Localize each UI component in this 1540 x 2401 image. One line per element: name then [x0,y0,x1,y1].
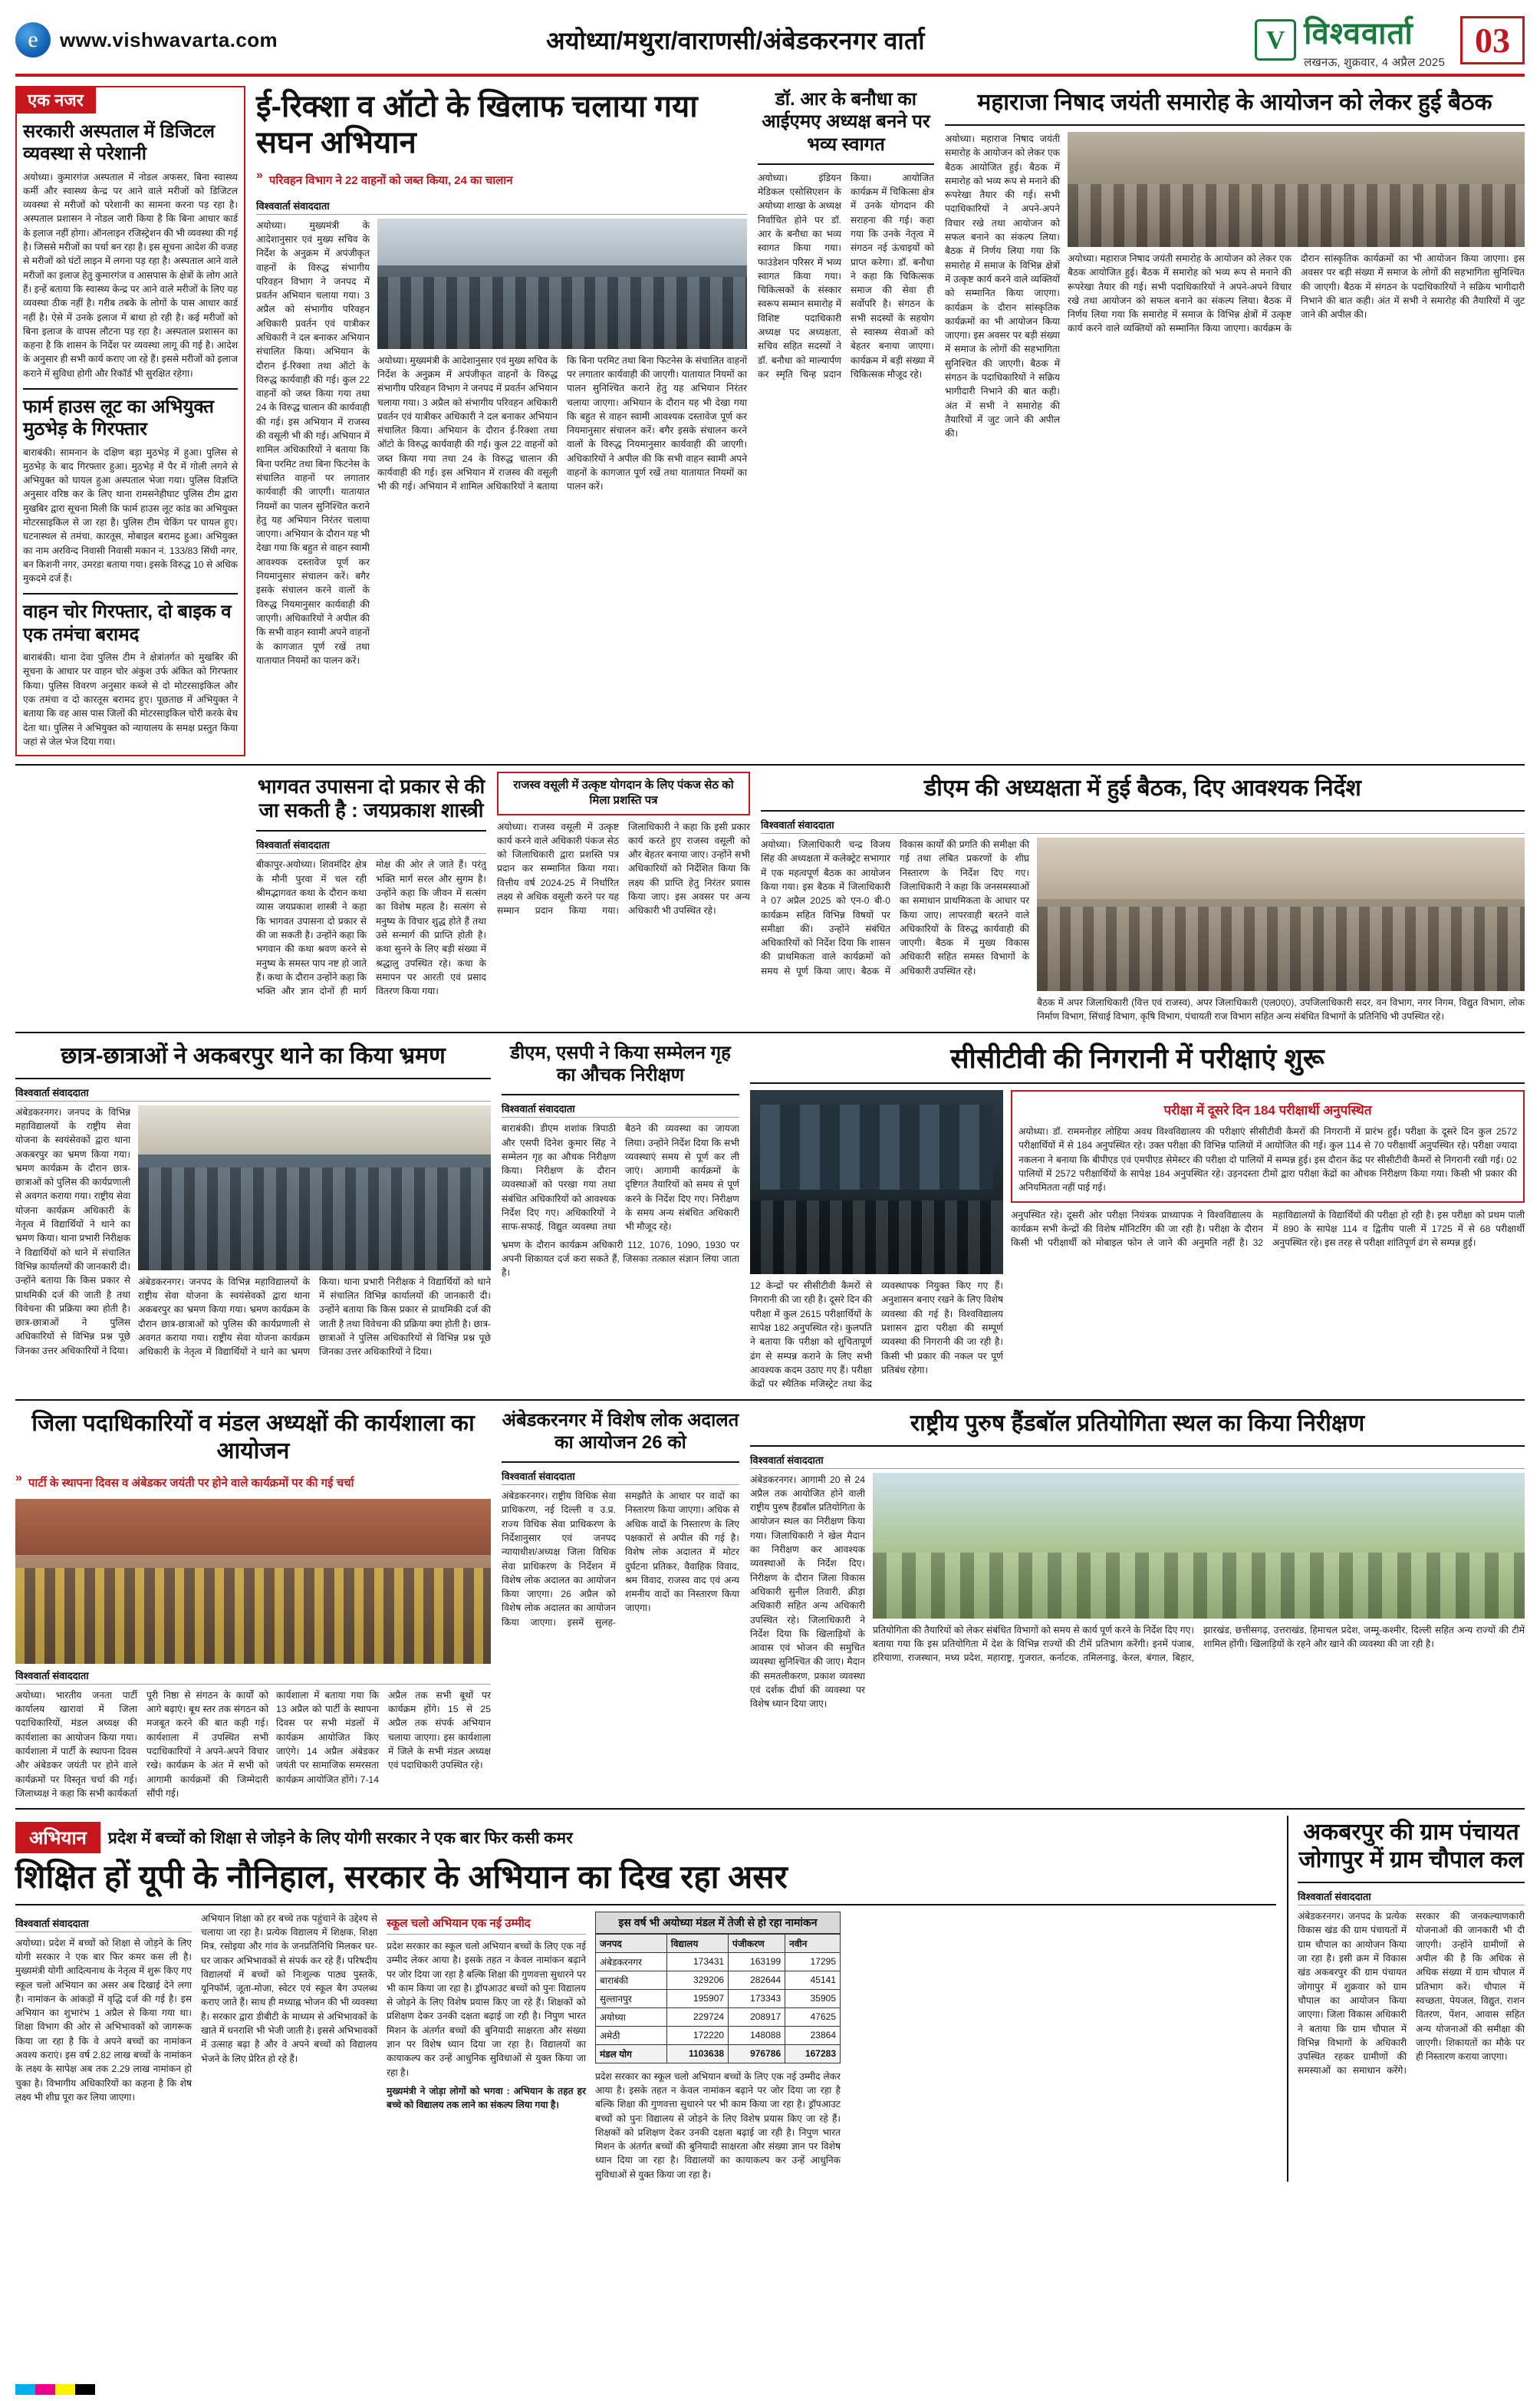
abhiyan-body-2: अभियान शिक्षा को हर बच्चे तक पहुंचाने के उद्देश्य से चलाया जा रहा है। प्रत्येक विद्यालय में शिक्षक, शिक्षा मित्र, रसोइया और गांव के जनप्रतिनिधि मिलकर घर-घर जाकर अभिभावकों से संपर्क कर रहे हैं। परिषदीय विद्यालयों में बच्चों को निःशुल्क पाठ्य पुस्तकें, यूनिफॉर्म, जूता-मोजा, स्वेटर एवं स्कूल बैग उपलब्ध कराए जाते हैं। साथ ही मध्याह्न भोजन की भी व्यवस्था है। सरकार द्वारा डीबीटी के माध्यम से अभिभावकों के खाते में धनराशि भी भेजी जाती है। इससे अभिभावकों में उत्साह बढ़ा है और वे अपने बच्चों को विद्यालय भेजने के लिए प्रेरित हो रहे हैं। [201,1912,377,2064]
ek-nazar-item-0-headline: सरकारी अस्पताल में डिजिटल व्यवस्था से परेशानी [23,121,215,165]
cell-registered: 148088 [729,2026,785,2044]
ek-nazar-item-0-body: अयोध्या। कुमारगंज अस्पताल में नोडल अफसर, बिना स्वास्थ्य कर्मी और स्वास्थ्य केन्द्र पर आने वाले मरीजों को डिजिटल व्यवस्था से मरीजों को परेशानी का सामना करना पड़ रहा है। अस्पताल प्रशासन ने नोडल जारी किया है कि बिना आधार कार्ड के इलाज नहीं होगा। ऑनलाइन रजिस्ट्रेशन की भी व्यवस्था की गई है। जिससे मरीजों का पर्चा बन रहा है। इस सूचना आदेश की वजह से मरीजों को घंटों लाइन में लगना पड़ रहा है। अस्पताल आने वाले मरीजों का इलाज हेतु कुमारगंज व आसपास के क्षेत्रों के लोग आते हैं। इन्हें बताया कि स्वास्थ्य केन्द्र पर आने वाले मरीजों के लिए यह व्यवस्था ठीक नहीं है। गरीब तबके के लोगों के पास आधार कार्ड नहीं है। ऐसे में उनके इलाज में बाधा हो रही है। कई मरीजों को बिना इलाज के वापस लौटना पड़ रहा है। अस्पताल प्रशासन का कहना है कि शासन के निर्देश पर व्यवस्था लागू की गई है। आदेश के अनुसार ही सभी कार्य कराए जा रहे हैं। इससे मरीजों को इलाज कराने में सुविधा होगी और रिकॉर्ड भी सुरक्षित रहेगा। [23,171,238,379]
col-new: नवीन [785,1934,841,1952]
rajasva-story [497,772,750,1024]
lead-kicker: परिवहन विभाग ने 22 वाहनों को जब्त किया, 24 का चालान [268,174,513,188]
cell-total-new: 167283 [785,2044,841,2063]
bottom-band [15,1816,1525,2182]
section-divider [15,764,1525,766]
masthead [15,11,1525,77]
dm-sp-extra: भ्रमण के दौरान कार्यक्रम अधिकारी 112, 1076, 1090, 1930 पर अपनी शिकायत दर्ज करा सकते हैं, जिसका तत्काल संज्ञान लिया जाता है। [502,1239,739,1279]
edition-title: अयोध्या/मथुरा/वाराणसी/अंबेडकरनगर वार्ता [546,26,925,54]
maharaja-headline: महाराजा निषाद जयंती समारोह के आयोजन को लेकर हुई बैठक [977,90,1492,115]
page-number: 03 [1460,16,1525,64]
lead-byline: विश्ववार्ता संवाददाता [256,199,747,215]
bhagwat-headline: भागवत उपासना दो प्रकार से की जा सकती है : जयप्रकाश शास्त्री [257,775,485,822]
cell-total-label: मंडल योग [596,2044,667,2063]
table-total-row [596,2044,841,2063]
cell-registered: 282644 [729,1971,785,1989]
abhiyan-subhead: स्कूल चलो अभियान एक नई उम्मीद [387,1916,586,1935]
lead-body-col2: अयोध्या। मुख्यमंत्री के आदेशानुसार एवं मुख्य सचिव के निर्देश के अनुक्रम में अपंजीकृत वाहनों के विरुद्ध संभागीय परिवहन विभाग ने जनपद में प्रवर्तन अभियान चलाया गया। 3 अप्रैल को संभागीय परिवहन अधिकारी प्रवर्तन एवं यात्रीकर अधिकारी ने दल बनाकर अभियान संचालित किया। अभियान के दौरान ई-रिक्शा तथा ऑटो के विरुद्ध कार्यवाही की गई। कुल 22 वाहनों को जब्त किया गया तथा 24 के विरुद्ध चालान की कार्यवाही की गई। इस अभियान में राजस्व की वसूली भी की गई। अभियान में शामिल अधिकारियों ने बताया कि बिना परमिट तथा बिना फिटनेस के संचालित वाहनों पर लगातार कार्यवाही की जाएगी। यातायात नियमों का पालन सुनिश्चित कराने हेतु यह अभियान निरंतर चलाया जाएगा। अभियान के दौरान यह भी देखा गया कि बहुत से वाहन स्वामी आवश्यक दस्तावेज पूर्ण कर नियमानुसार संचालन करें। बगैर इसके संचालन करने वालों के विरुद्ध नियमानुसार कार्यवाही की जाएगी। अधिकारियों ने अपील की कि सभी वाहन स्वामी अपने वाहनों के कागजात पूर्ण रखें तथा यातायात नियमों का पालन करें। [377,354,747,492]
lok-adalat-story [502,1407,739,1801]
chhatra-body: अंबेडकरनगर। जनपद के विभिन्न महाविद्यालयों के राष्ट्रीय सेवा योजना के स्वयंसेवकों द्वारा थाना अकबरपुर का भ्रमण किया गया। भ्रमण कार्यक्रम के दौरान छात्र-छात्राओं को पुलिस की कार्यप्रणाली से अवगत कराया गया। राष्ट्रीय सेवा योजना कार्यक्रम अधिकारी के नेतृत्व में विद्यार्थियों ने थाने का भ्रमण किया। थाना प्रभारी निरीक्षक ने विद्यार्थियों को थाने में संचालित विभिन्न कार्यालयों की जानकारी दी। उन्होंने बताया कि किस प्रकार से प्राथमिकी दर्ज की जाती है तथा विवेचना की प्रक्रिया क्या होती है। छात्र-छात्राओं ने पुलिस अधिकारियों से विभिन्न प्रश्न पूछे जिनका उत्तर अधिकारियों ने दिया। [15,1106,130,1356]
cell-new: 23864 [785,2026,841,2044]
dr-banaudha-story [758,86,934,756]
cctv-kicker: परीक्षा में दूसरे दिन 184 परीक्षार्थी अनुपस्थित [1163,1103,1372,1118]
abhiyan-table-note: प्रदेश सरकार का स्कूल चलो अभियान बच्चों के लिए एक नई उम्मीद लेकर आया है। इसके तहत न केवल नामांकन बढ़ाने पर जोर दिया जा रहा है बल्कि शिक्षा की गुणवत्ता सुधारने पर भी काम किया जा रहा है। ड्रॉपआउट बच्चों को पुनः विद्यालय से जोड़ने के लिए विशेष प्रयास किए जा रहे हैं। शिक्षकों को प्रशिक्षण देकर उनकी दक्षता बढ़ाई जा रही है। निपुण भारत मिशन के अंतर्गत बच्चों की बुनियादी साक्षरता और संख्या ज्ञान पर विशेष ध्यान दिया जा रहा है। विद्यालयों का कायाकल्प कर उन्हें आधुनिक सुविधाओं से युक्त किया जा रहा है। [595,2070,841,2180]
cctv-body: 12 केन्द्रों पर सीसीटीवी कैमरों से निगरानी की जा रही है। दूसरे दिन की परीक्षा में कुल 2615 परीक्षार्थियों के सापेक्ष 182 अनुपस्थित रहे। कुलपति ने बताया कि परीक्षा को शुचितापूर्ण ढंग से सम्पन्न कराने के लिए सभी आवश्यक कदम उठाए गए हैं। परीक्षा केंद्रों पर स्थैतिक मजिस्ट्रेट तथा केंद्र व्यवस्थापक नियुक्त किए गए हैं। अनुशासन बनाए रखने के लिए विशेष व्यवस्था की गई है। विश्वविद्यालय प्रशासन द्वारा परीक्षा की सम्पूर्ण व्यवस्था की निगरानी की जा रही है। किसी भी प्रकार की नकल पर पूर्ण प्रतिबंध रहेगा। [750,1280,1003,1390]
jila-body-2: कार्यशाला में बताया गया कि 13 अप्रैल को पार्टी के स्थापना दिवस पर सभी मंडलों में कार्यक्रम आयोजित किए जाएंगे। 14 अप्रैल अंबेडकर जयंती पर सामाजिक समरसता कार्यक्रम आयोजित होंगे। 7-14 अप्रैल तक सभी बूथों पर कार्यक्रम होंगे। 15 से 25 अप्रैल तक संपर्क अभियान चलाया जाएगा। इस कार्यशाला में जिले के सभी मंडल अध्यक्ष एवं पदाधिकारी उपस्थित रहे। [276,1689,491,1785]
maharaja-nishad-story [945,86,1525,756]
enrollment-table [595,1934,841,2063]
section-divider [15,1399,1525,1401]
cell-total-schools: 1103638 [666,2044,728,2063]
meeting-photo [1068,132,1525,247]
abhiyan-body-3: प्रदेश सरकार का स्कूल चलो अभियान बच्चों के लिए एक नई उम्मीद लेकर आया है। इसके तहत न केवल नामांकन बढ़ाने पर जोर दिया जा रहा है बल्कि शिक्षा की गुणवत्ता सुधारने पर भी काम किया जा रहा है। ड्रॉपआउट बच्चों को पुनः विद्यालय से जोड़ने के लिए विशेष प्रयास किए जा रहे हैं। शिक्षकों को प्रशिक्षण देकर उनकी दक्षता बढ़ाई जा रही है। निपुण भारत मिशन के अंतर्गत बच्चों की बुनियादी साक्षरता और संख्या ज्ञान पर विशेष ध्यान दिया जा रहा है। विद्यालयों का कायाकल्प कर उन्हें आधुनिक सुविधाओं से युक्त किया जा रहा है। [387,1940,586,2078]
lead-headline: ई-रिक्शा व ऑटो के खिलाफ चलाया गया सघन अभियान [256,90,698,160]
spacer-left [15,772,245,1024]
jila-kicker: पार्टी के स्थापना दिवस व अंबेडकर जयंती पर होने वाले कार्यक्रमों पर की गई चर्चा [28,1476,354,1490]
divider [23,593,238,594]
abhiyan-story [15,1816,1276,2182]
bhagwat-story [256,772,486,1024]
bhagwat-body: बीकापुर-अयोध्या। शिवमंदिर क्षेत्र के मौनी पुरवा में चल रही श्रीमद्भागवत कथा के दौरान कथा व्यास जयप्रकाश शास्त्री ने कहा कि भागवत उपासना दो प्रकार से की जा सकती है। उन्होंने कहा कि भगवान की कथा श्रवण करने से मनुष्य के समस्त पाप नष्ट हो जाते हैं। कथा के दौरान उन्होंने कहा कि भक्ति और ज्ञान दोनों ही मार्ग मोक्ष की ओर ले जाते हैं। परंतु भक्ति मार्ग सरल और सुगम है। उन्होंने कहा कि जीवन में सत्संग का विशेष महत्व है। सत्संग से मनुष्य के विचार शुद्ध होते हैं तथा उसे सन्मार्ग की प्राप्ति होती है। कथा सुनने के लिए बड़ी संख्या में श्रद्धालु उपस्थित रहे। कथा के समापन पर आरती एवं प्रसाद वितरण किया गया। [256,859,486,997]
col-schools: विद्यालय [666,1934,728,1952]
lead-story [256,86,747,756]
cctv-highlight-body: अयोध्या। डॉ. राममनोहर लोहिया अवध विश्वविद्यालय की परीक्षाएं सीसीटीवी कैमरों की निगरानी में प्रारंभ हुईं। परीक्षा के दूसरे दिन कुल 2572 परीक्षार्थियों में से 184 अनुपस्थित रहे। उक्त परीक्षा की विभिन्न पालियों में आयोजित की गई। कुल 114 से 70 परीक्षार्थी अनुपस्थित रहे। परीक्षा ज्यादा नकलना ने बनाया कि बीपीएड एवं एमपीएड सेमेस्टर की परीक्षा दो पालियों में सम्पन्न हुई। इस दौरान केंद्र पर सीसीटीवी कैमरों से निगरानी रखी गई। 02 पालियों में 2572 परीक्षार्थियों के सापेक्ष 184 अनुपस्थित रहे। उड़नदस्ता टीमों द्वारा परीक्षा केंद्रों का औचक निरीक्षण किया गया। किसी भी प्रकार की अनियमितता नहीं पाई गई। [1018,1126,1517,1194]
cell-schools: 229724 [666,2007,728,2026]
cell-registered: 208917 [729,2007,785,2026]
website-url[interactable]: www.vishwavarta.com [60,28,278,51]
dm-meeting-photo [1037,838,1525,991]
rajasva-body: अयोध्या। राजस्व वसूली में उत्कृष्ट कार्य करने वाले अधिकारी पंकज सेठ को जिलाधिकारी द्वारा प्रशस्ति पत्र प्रदान कर सम्मानित किया गया। वित्तीय वर्ष 2024-25 में निर्धारित लक्ष्य से अधिक वसूली करने पर यह सम्मान प्रदान किया गया। जिलाधिकारी ने कहा कि इसी प्रकार कार्य करते हुए राजस्व वसूली को और बेहतर बनाया जाए। उन्होंने सभी अधिकारियों को निर्देशित किया कि लक्ष्य की प्राप्ति हेतु निरंतर प्रयास किया जाए। इस अवसर पर अन्य अधिकारी भी उपस्थित रहे। [497,821,750,917]
bhagwat-byline: विश्ववार्ता संवाददाता [256,838,486,854]
masthead-right [1126,11,1525,70]
table-row [596,1952,841,1971]
cctv-story [750,1039,1525,1392]
chhatra-story [15,1039,491,1392]
abhiyan-headline: शिक्षित हों यूपी के नौनिहाल, सरकार के अभियान का दिख रहा असर [15,1859,788,1895]
ek-nazar-item-1-body: बाराबंकी। सामनान के दक्षिण बड़ा मुठभेड़ में हुआ। पुलिस से मुठभेड़ के बाद गिरफ्तार हुआ। मुठभेड़ में पैर में गोली लगने से अभियुक्त को घायल हुआ अस्पताल भेजा गया। पुलिस विज्ञप्ति अनुसार वरिष्ठ कर के लिए थाना रामसनेहीघाट पुलिस टीम द्वारा मुखबिर द्वारा सूचना मिली कि फार्म हाउस लूट कांड का अभियुक्त मोटरसाइकिल से जा रहा है। पुलिस टीम चेकिंग पर घायल हुए। घटनास्थल से तमंचा, कारतूस, मोबाइल बरामद हुआ। अभियुक्त का नाम अरविन्द निवासी निवासी मकान नं. 133/83 सिंधी नगर, बन किशनी नगर, उमरडा बताया गया। इसके विरुद्ध 10 से अधिक मुकदमे दर्ज हैं। [23,446,238,585]
ek-nazar-box [15,86,245,756]
handball-byline: विश्ववार्ता संवाददाता [750,1453,1525,1469]
cell-district: सुल्तानपुर [596,1989,667,2007]
handball-body-2: प्रतियोगिता की तैयारियों को लेकर संबंधित विभागों को समय से कार्य पूर्ण करने के निर्देश दिए गए। बताया गया कि इस प्रतियोगिता में देश के विभिन्न राज्यों की टीमें प्रतिभाग करेंगी। इनमें पंजाब, हरियाणा, राजस्थान, मध्य प्रदेश, महाराष्ट्र, गुजरात, कर्नाटक, तमिलनाडु, केरल, बंगाल, बिहार, झारखंड, छत्तीसगढ़, उत्तराखंड, हिमाचल प्रदेश, जम्मू-कश्मीर, दिल्ली सहित अन्य राज्यों की टीमें शामिल होंगी। खिलाड़ियों के रहने और खाने की व्यवस्था की जा रही है। [873,1624,1525,1664]
section-divider [15,1808,1525,1810]
cctv-headline: सीसीटीवी की निगरानी में परीक्षाएं शुरू [950,1042,1324,1074]
fourth-band [15,1407,1525,1801]
gram-panchayat-story [1287,1816,1525,2182]
lok-adalat-byline: विश्ववार्ता संवाददाता [502,1469,739,1485]
maharaja-body: अयोध्या। महाराज निषाद जयंती समारोह के आयोजन को लेकर एक बैठक आयोजित हुई। बैठक में समारोह को भव्य रूप से मनाने की रूपरेखा तैयार की गई। सभी पदाधिकारियों ने अपने-अपने विचार रखे तथा आयोजन को सफल बनाने का संकल्प लिया। बैठक में निर्णय लिया गया कि समारोह में समाज के विभिन्न क्षेत्रों में उत्कृष्ट कार्य करने वाले व्यक्तियों को सम्मानित किया जाएगा। कार्यक्रम के दौरान सांस्कृतिक कार्यक्रमों का भी आयोजन किया जाएगा। इस अवसर पर बड़ी संख्या में समाज के लोगों की सहभागिता सुनिश्चित की जाएगी। बैठक में संगठन के पदाधिकारियों ने सक्रिय भागीदारी निभाने की बात कही। अंत में सभी ने समारोह की तैयारियों में जुट जाने की अपील की। [945,133,1060,440]
lok-adalat-body: अंबेडकरनगर। राष्ट्रीय विधिक सेवा प्राधिकरण, नई दिल्ली व उ.प्र. राज्य विधिक सेवा प्राधिकरण के निर्देशानुसार एवं जनपद न्यायाधीश/अध्यक्ष जिला विधिक सेवा प्राधिकरण के निर्देशन में विशेष लोक अदालत का आयोजन किया जाएगा। 26 अप्रैल को विशेष लोक अदालत का आयोजन किया जाएगा। इसमें सुलह-समझौते के आधार पर वादों का निस्तारण किया जाएगा। अधिक से अधिक वादों के निस्तारण के लिए पक्षकारों से अपील की गई है। विशेष लोक अदालत में मोटर दुर्घटना प्रतिकर, वैवाहिक विवाद, श्रम विवाद, राजस्व वाद एवं अन्य शमनीय वादों का निस्तारण किया जाएगा। [502,1490,739,1628]
cell-registered: 163199 [729,1952,785,1971]
jila-body: अयोध्या। भारतीय जनता पार्टी कार्यालय खारावां में जिला पदाधिकारियों, मंडल अध्यक्ष की कार्यशाला का आयोजन किया गया। कार्यशाला में पार्टी के स्थापना दिवस और अंबेडकर जयंती पर होने वाले कार्यक्रमों पर विस्तृत चर्चा की गई। जिलाध्यक्ष ने कहा कि सभी कार्यकर्ता पूरी निष्ठा से संगठन के कार्यों को आगे बढ़ाएं। बूथ स्तर तक संगठन को मजबूत करने की बात कही गई। कार्यशाला में उपस्थित सभी पदाधिकारियों ने अपने-अपने विचार रखे। कार्यक्रम के अंत में सभी को आगामी कार्यक्रमों की जिम्मेदारी सौंपी गई। [15,1689,268,1799]
abhiyan-strip [15,1822,1276,1853]
cell-new: 45141 [785,1971,841,1989]
chhatra-byline: विश्ववार्ता संवाददाता [15,1085,491,1102]
cell-schools: 172220 [666,2026,728,2044]
divider [23,388,238,390]
handball-body: अंबेडकरनगर। आगामी 20 से 24 अप्रैल तक आयोजित होने वाली राष्ट्रीय पुरुष हैंडबॉल प्रतियोगिता के आयोजन स्थल का निरीक्षण किया गया। जिलाधिकारी ने खेल मैदान का निरीक्षण कर आवश्यक व्यवस्थाओं के निर्देश दिए। निरीक्षण के दौरान जिला विकास अधिकारी सुनील तिवारी, क्रीड़ा अधिकारी सहित अन्य अधिकारी उपस्थित रहे। जिलाधिकारी ने निर्देश दिया कि खिलाड़ियों के आवास एवं भोजन की समुचित व्यवस्था सुनिश्चित की जाए। मैदान की समतलीकरण, प्रकाश व्यवस्था एवं दर्शक दीर्घा की व्यवस्था पर विशेष ध्यान दिया जाए। [750,1474,865,1710]
cell-district: अयोध्या [596,2007,667,2026]
abhiyan-body-1: अयोध्या। प्रदेश में बच्चों को शिक्षा से जोड़ने के लिए योगी सरकार ने एक बार फिर कमर कस ली है। मुख्यमंत्री योगी आदित्यनाथ के नेतृत्व में शुरू किए गए स्कूल चलो अभियान का असर अब दिखाई देने लगा है। नामांकन के आंकड़ों में वृद्धि दर्ज की गई है। इस अभियान का शुभारंभ 1 अप्रैल से किया गया था। शिक्षा विभाग की ओर से अभिभावकों को जागरूक किया जा रहा है कि वे अपने बच्चों का नामांकन अवश्य कराएं। इस वर्ष 2.82 लाख बच्चों के नामांकन के लक्ष्य के सापेक्ष अब तक 2.29 लाख नामांकन हो चुका है। विभागीय अधिकारियों का कहना है कि शेष लक्ष्य भी शीघ्र पूरा कर लिया जाएगा। [15,1937,192,2103]
jila-workshop-story [15,1407,491,1801]
masthead-left [15,22,345,58]
cmyk-registration-marks [15,2384,95,2395]
dr-banaudha-headline: डॉ. आर के बनौधा का आईएमए अध्यक्ष बनने पर भव्य स्वागत [762,89,930,155]
bullet-arrow-icon: » [256,169,263,183]
table-row [596,1971,841,1989]
handball-ground-inspection-photo [873,1473,1525,1619]
dm-sp-headline: डीएम, एसपी ने किया सम्मेलन गृह का औचक निरीक्षण [510,1042,731,1085]
handball-story [750,1407,1525,1801]
cctv-body-2: अनुपस्थित रहे। दूसरी ओर परीक्षा नियंत्रक प्राध्यापक ने विश्वविद्यालय के कार्यक्रम सभी केन्द्रों की विशेष मॉनिटरिंग की जा रही है। परीक्षा के दौरान किसी भी परीक्षार्थी को मोबाइल फोन ले जाने की अनुमति नहीं है। 32 महाविद्यालयों के विद्यार्थियों की परीक्षा हो रही है। इस परीक्षा को प्रथम पाली में 890 के सापेक्ष 114 व द्वितीय पाली में 1725 में से 68 परीक्षार्थी अनुपस्थित रहे। इस तरह से परीक्षा शांतिपूर्ण ढंग से सम्पन्न हुई। [1011,1209,1525,1249]
abhiyan-tab: अभियान [15,1822,100,1853]
cell-registered: 173343 [729,1989,785,2007]
bullet-arrow-icon: » [15,1471,22,1484]
table-header-row [596,1934,841,1952]
cctv-highlight-box [1011,1090,1525,1202]
gram-panchayat-headline: अकबरपुर की ग्राम पंचायत जोगापुर में ग्राम चौपाल कल [1298,1820,1524,1873]
ek-nazar-item-1-headline: फार्म हाउस लूट का अभियुक्त मुठभेड़ के गिरफ्तार [23,396,214,440]
top-band [15,86,1525,756]
traffic-enforcement-photo [377,219,747,349]
cell-district: बाराबंकी [596,1971,667,1989]
dr-banaudha-body: अयोध्या। इंडियन मेडिकल एसोसिएशन के अयोध्या शाखा के अध्यक्ष निर्वाचित होने पर डॉ. आर के बनौधा का भव्य स्वागत किया गया। फाउंडेशन परिसर में भव्य स्वागत किया गया। चिकित्सकों के संस्कार स्वरूप सम्मान समारोह में विशिष्ट पदाधिकारी अध्यक्ष पद अध्यक्षता, सचिव सहित सदस्यों ने डॉ. बनौधा को माल्यार्पण कर स्मृति चिन्ह प्रदान किया। आयोजित कार्यक्रम में चिकित्सा क्षेत्र में उनके योगदान की सराहना की गई। कहा गया कि उनके नेतृत्व में संगठन नई ऊंचाइयों को प्राप्त करेगा। डॉ. बनौधा ने कहा कि चिकित्सक समाज की सेवा ही सर्वोपरि है। संगठन के सभी सदस्यों के सहयोग से स्वास्थ्य सेवाओं को बेहतर बनाया जाएगा। कार्यक्रम में बड़ी संख्या में चिकित्सक मौजूद रहे। [758,172,934,380]
party-workshop-photo [15,1499,491,1664]
masthead-center [345,24,1126,57]
police-station-visit-photo [138,1105,491,1270]
cell-total-registered: 976786 [729,2044,785,2063]
second-band [15,772,1525,1024]
dm-sp-story [502,1039,739,1392]
cell-schools: 173431 [666,1952,728,1971]
logo-text: विश्ववार्ता [1304,15,1413,51]
abhiyan-callout: मुख्यमंत्री ने जोड़ा लोगों को भगवा : अभियान के तहत हर बच्चे को विद्यालय तक लाने का संकल्प लिया गया है। [387,2085,586,2111]
gram-panchayat-byline: विश्ववार्ता संवाददाता [1298,1889,1525,1905]
ek-nazar-tab: एक नजर [15,86,96,114]
dm-meeting-story [761,772,1525,1024]
logo-mark-icon: V [1255,19,1296,61]
section-divider [15,1032,1525,1033]
cell-district: अमेठी [596,2026,667,2044]
third-band [15,1039,1525,1392]
logo-subtitle: लखनऊ, शुक्रवार, 4 अप्रैल 2025 [1304,55,1445,69]
dm-meeting-body: अयोध्या। जिलाधिकारी चन्द्र विजय सिंह की अध्यक्षता में कलेक्ट्रेट सभागार में एक महत्वपूर्ण बैठक का आयोजन किया गया। इस बैठक में जिलाधिकारी ने 07 अप्रैल 2025 को एन-0 बी-0 कार्यक्रम सहित विभिन्न विषयों पर समीक्षा की। उन्होंने संबंधित अधिकारियों को निर्देश दिया कि शासन की प्राथमिकता वाले कार्यक्रमों को समय से पूर्ण किया जाए। बैठक में विकास कार्यों की प्रगति की समीक्षा की गई तथा लंबित प्रकरणों के शीघ्र निस्तारण के निर्देश दिए गए। जिलाधिकारी ने कहा कि जनसमस्याओं का समाधान प्राथमिकता के आधार पर किया जाए। लापरवाही बरतने वाले अधिकारियों के विरुद्ध कार्यवाही की जाएगी। बैठक में मुख्य विकास अधिकारी सहित समस्त विभागों के अधिकारी उपस्थित रहे। [761,839,1029,977]
ek-nazar-item-2-body: बाराबंकी। थाना देवा पुलिस टीम ने क्षेत्रांतर्गत को मुखबिर की सूचना के आधार पर वाहन चोर अंकुश उर्फ अंकित को गिरफ्तार किया। पुलिस विवरण अनुसार कब्जे से दो मोटरसाइकिल और एक तमंचा व दो कारतूस बरामद हुए। पूछताछ में अभियुक्त ने बताया कि वह आस पास जिलों की मोटरसाइकिल चोरी करके बेच देता था। पुलिस ने अभियुक्त को न्यायालय के समक्ष प्रस्तुत किया जहां से जेल भेज दिया गया। [23,652,238,747]
logo [1255,11,1445,70]
lok-adalat-headline: अंबेडकरनगर में विशेष लोक अदालत का आयोजन 26 को [502,1409,739,1453]
cell-new: 47625 [785,2007,841,2026]
page-content [15,86,1525,2182]
abhiyan-byline: विश्ववार्ता संवाददाता [15,1916,192,1932]
globe-icon: e [15,22,51,58]
abhiyan-strip-text: प्रदेश में बच्चों को शिक्षा से जोड़ने के लिए योगी सरकार ने एक बार फिर कसी कमर [107,1829,573,1847]
ek-nazar-column [15,86,245,756]
dm-meeting-byline: विश्ववार्ता संवाददाता [761,818,1525,834]
gram-panchayat-body: अंबेडकरनगर। जनपद के प्रत्येक विकास खंड की ग्राम पंचायतों में ग्राम चौपाल का आयोजन किया जा रहा है। इसी क्रम में विकास खंड अकबरपुर की ग्राम पंचायत जोगापुर में शुक्रवार को ग्राम चौपाल का आयोजन किया जाएगा। जिला विकास अधिकारी ने बताया कि ग्राम चौपाल में विभिन्न विभागों के अधिकारी उपस्थित रहकर ग्रामीणों की समस्याओं का समाधान करेंगे। सरकार की जनकल्याणकारी योजनाओं की जानकारी भी दी जाएगी। उन्होंने ग्रामीणों से अपील की है कि अधिक से अधिक संख्या में ग्राम चौपाल में प्रतिभाग करें। चौपाल में स्वच्छता, पेयजल, विद्युत, राशन वितरण, पेंशन, आवास सहित अन्य योजनाओं की समीक्षा की जाएगी। शिकायतों का मौके पर ही निस्तारण कराया जाएगा। [1298,1911,1525,2077]
jila-headline: जिला पदाधिकारियों व मंडल अध्यक्षों की कार्यशाला का आयोजन [31,1410,475,1464]
cell-new: 17295 [785,1952,841,1971]
lead-body-col1: अयोध्या। मुख्यमंत्री के आदेशानुसार एवं मुख्य सचिव के निर्देश के अनुक्रम में अपंजीकृत वाहनों के विरुद्ध संभागीय परिवहन विभाग ने जनपद में प्रवर्तन अभियान चलाया गया। 3 अप्रैल को संभागीय परिवहन अधिकारी प्रवर्तन एवं यात्रीकर अधिकारी ने दल बनाकर अभियान संचालित किया। अभियान के दौरान ई-रिक्शा तथा ऑटो के विरुद्ध कार्यवाही की गई। कुल 22 वाहनों को जब्त किया गया तथा 24 के विरुद्ध चालान की कार्यवाही की गई। इस अभियान में राजस्व की वसूली भी की गई। अभियान में शामिल अधिकारियों ने बताया कि बिना परमिट तथा बिना फिटनेस के संचालित वाहनों पर लगातार कार्यवाही की जाएगी। यातायात नियमों का पालन सुनिश्चित कराने हेतु यह अभियान निरंतर चलाया जाएगा। अभियान के दौरान यह भी देखा गया कि बहुत से वाहन स्वामी आवश्यक दस्तावेज पूर्ण कर नियमानुसार संचालन करें। बगैर इसके संचालन करने वालों के विरुद्ध नियमानुसार कार्यवाही की जाएगी। अधिकारियों ने अपील की कि सभी वाहन स्वामी अपने वाहनों के कागजात पूर्ण रखें तथा यातायात नियमों का पालन करें। [256,219,370,666]
jila-byline: विश्ववार्ता संवाददाता [15,1668,491,1685]
enrollment-table-title: इस वर्ष भी अयोध्या मंडल में तेजी से हो रहा नामांकन [595,1912,841,1934]
cell-district: अंबेडकरनगर [596,1952,667,1971]
ek-nazar-item-2-headline: वाहन चोर गिरफ्तार, दो बाइक व एक तमंचा बरामद [23,601,232,645]
table-row [596,2026,841,2044]
cctv-monitoring-photo [750,1090,1003,1274]
maharaja-body-2: अयोध्या। महाराज निषाद जयंती समारोह के आयोजन को लेकर एक बैठक आयोजित हुई। बैठक में समारोह को भव्य रूप से मनाने की रूपरेखा तैयार की गई। सभी पदाधिकारियों ने अपने-अपने विचार रखे तथा आयोजन को सफल बनाने का संकल्प लिया। बैठक में निर्णय लिया गया कि समारोह में समाज के विभिन्न क्षेत्रों में उत्कृष्ट कार्य करने वाले व्यक्तियों को सम्मानित किया जाएगा। कार्यक्रम के दौरान सांस्कृतिक कार्यक्रमों का भी आयोजन किया जाएगा। इस अवसर पर बड़ी संख्या में समाज के लोगों की सहभागिता सुनिश्चित की जाएगी। बैठक में संगठन के पदाधिकारियों ने सक्रिय भागीदारी निभाने की बात कही। अंत में सभी ने समारोह की तैयारियों में जुट जाने की अपील की। [1068,253,1525,334]
cell-schools: 195907 [666,1989,728,2007]
table-row [596,1989,841,2007]
dm-sp-body: बाराबंकी। डीएम शशांक त्रिपाठी और एसपी दिनेश कुमार सिंह ने सम्मेलन गृह का औचक निरीक्षण किया। निरीक्षण के दौरान व्यवस्थाओं को परखा गया तथा संबंधित अधिकारियों को आवश्यक निर्देश दिए गए। अधिकारियों ने साफ-सफाई, विद्युत व्यवस्था तथा बैठने की व्यवस्था का जायजा लिया। उन्होंने निर्देश दिया कि सभी व्यवस्थाएं समय से पूर्ण कर ली जाएं। आगामी कार्यक्रमों के दृष्टिगत तैयारियों को समय से पूर्ण करने के निर्देश दिए गए। निरीक्षण के समय अन्य संबंधित अधिकारी भी मौजूद रहे। [502,1123,739,1233]
table-row [596,2007,841,2026]
dm-sp-byline: विश्ववार्ता संवाददाता [502,1102,739,1118]
rajasva-kicker: राजस्व वसूली में उत्कृष्ट योगदान के लिए पंकज सेठ को मिला प्रशस्ति पत्र [497,772,750,815]
cell-schools: 329206 [666,1971,728,1989]
chhatra-body-2: अंबेडकरनगर। जनपद के विभिन्न महाविद्यालयों के राष्ट्रीय सेवा योजना के स्वयंसेवकों द्वारा थाना अकबरपुर का भ्रमण किया गया। भ्रमण कार्यक्रम के दौरान छात्र-छात्राओं को पुलिस की कार्यप्रणाली से अवगत कराया गया। राष्ट्रीय सेवा योजना कार्यक्रम अधिकारी के नेतृत्व में विद्यार्थियों ने थाने का भ्रमण किया। थाना प्रभारी निरीक्षक ने विद्यार्थियों को थाने में संचालित विभिन्न कार्यालयों की जानकारी दी। उन्होंने बताया कि किस प्रकार से प्राथमिकी दर्ज की जाती है तथा विवेचना की प्रक्रिया क्या होती है। छात्र-छात्राओं ने पुलिस अधिकारियों से विभिन्न प्रश्न पूछे जिनका उत्तर अधिकारियों ने दिया। [138,1276,491,1358]
dm-meeting-headline: डीएम की अध्यक्षता में हुई बैठक, दिए आवश्यक निर्देश [924,776,1361,802]
dm-meeting-caption: बैठक में अपर जिलाधिकारी (वित्त एवं राजस्व), अपर जिलाधिकारी (एल0ए0), उपजिलाधिकारी सदर, वन विभाग, नगर निगम, विद्युत विभाग, लोक निर्माण विभाग, सिंचाई विभाग, कृषि विभाग, पंचायती राज विभाग सहित अन्य संबंधित विभागों के प्रतिनिधि भी उपस्थित रहे। [1037,997,1525,1023]
chhatra-headline: छात्र-छात्राओं ने अकबरपुर थाने का किया भ्रमण [61,1042,446,1069]
handball-headline: राष्ट्रीय पुरुष हैंडबॉल प्रतियोगिता स्थल का किया निरीक्षण [910,1410,1365,1436]
col-district: जनपद [596,1934,667,1952]
cell-new: 35905 [785,1989,841,2007]
col-registered: पंजीकरण [729,1934,785,1952]
